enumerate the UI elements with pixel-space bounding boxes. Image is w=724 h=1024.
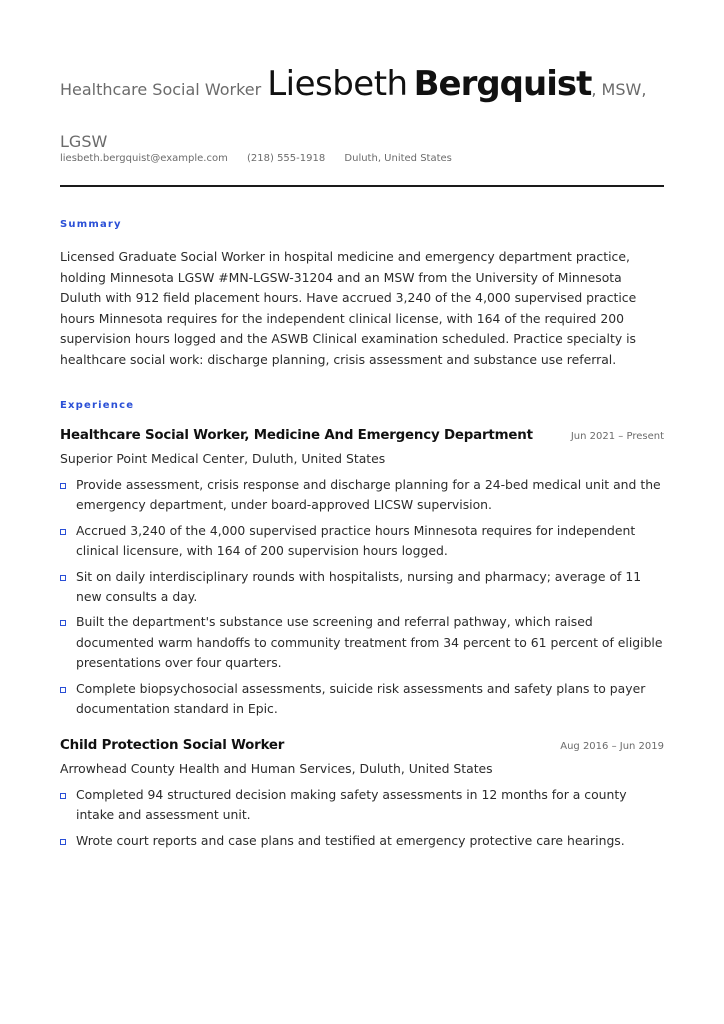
bullet-item bbox=[60, 679, 664, 720]
bullet-text: Provide assessment, crisis response and discharge planning for a 24-bed medical unit and the emergency department, under board-approved LICSW supervision. bbox=[76, 477, 661, 513]
credentials: , MSW, LGSW bbox=[60, 80, 647, 151]
square-bullet-icon bbox=[60, 620, 66, 626]
job-dates: Jun 2021 – Present bbox=[570, 431, 664, 442]
bullet-item bbox=[60, 475, 664, 516]
square-bullet-icon bbox=[60, 483, 66, 489]
job-bullets bbox=[60, 475, 664, 719]
square-bullet-icon bbox=[60, 793, 66, 799]
section-heading-experience: Experience bbox=[60, 400, 135, 411]
job-header bbox=[60, 428, 664, 448]
bullet-text: Complete biopsychosocial assessments, suicide risk assessments and safety plans to payer documentation standard in Epic. bbox=[76, 680, 646, 717]
bullet-text: Wrote court reports and case plans and testified at emergency protective care hearings. bbox=[76, 832, 625, 848]
bullet-text: Accrued 3,240 of the 4,000 supervised practice hours Minnesota requires for independent clinical licensure, with 164 of 200 supervision hours logged. bbox=[76, 522, 636, 559]
resume-header bbox=[60, 58, 664, 168]
square-bullet-icon bbox=[60, 687, 66, 693]
bullet-text: Built the department's substance use screening and referral pathway, which raised documented warm handoffs to community treatment from 34 percent to 61 percent of eligible presentations over four quarters. bbox=[76, 614, 663, 671]
contact-line bbox=[60, 153, 468, 164]
contact-location: Duluth, United States bbox=[344, 153, 452, 164]
job-organization: Superior Point Medical Center, Duluth, United States bbox=[60, 451, 386, 466]
bullet-item bbox=[60, 567, 664, 608]
job-bullets bbox=[60, 785, 664, 851]
header-divider bbox=[60, 185, 664, 187]
bullet-item bbox=[60, 612, 664, 673]
job-entry bbox=[60, 738, 664, 856]
name-line bbox=[60, 58, 664, 168]
job-title: Child Protection Social Worker bbox=[60, 738, 285, 753]
bullet-item bbox=[60, 785, 664, 826]
job-dates: Aug 2016 – Jun 2019 bbox=[560, 741, 664, 752]
square-bullet-icon bbox=[60, 529, 66, 535]
job-title: Healthcare Social Worker, Medicine And Emergency Department bbox=[60, 428, 533, 443]
job-organization: Arrowhead County Health and Human Services, Duluth, United States bbox=[60, 761, 493, 776]
first-name: Liesbeth bbox=[267, 64, 408, 104]
last-name: Bergquist bbox=[413, 64, 592, 104]
job-entry bbox=[60, 428, 664, 724]
square-bullet-icon bbox=[60, 839, 66, 845]
square-bullet-icon bbox=[60, 575, 66, 581]
job-header bbox=[60, 738, 664, 758]
bullet-text: Sit on daily interdisciplinary rounds with hospitalists, nursing and pharmacy; average of 11 new consults a day. bbox=[76, 568, 642, 605]
section-heading-summary: Summary bbox=[60, 219, 122, 230]
bullet-text: Completed 94 structured decision making safety assessments in 12 months for a county intake and assessment unit. bbox=[76, 787, 627, 823]
summary-paragraph: Licensed Graduate Social Worker in hospital medicine and emergency department practice, holding Minnesota LGSW #MN-LGSW-31204 and an MSW from the University of Minnesota Duluth with 912 field placement hours. Have accrued 3,240 of the 4,000 supervised practice hours Minnesota requires for the independent clinical license, with 164 of the required 200 supervision hours logged and the ASWB Clinical examination scheduled. Practice specialty is healthcare social work: discharge planning, crisis assessment and substance use referral. bbox=[60, 249, 637, 367]
bullet-item bbox=[60, 521, 664, 562]
job-role: Healthcare Social Worker bbox=[60, 80, 262, 99]
contact-email: liesbeth.bergquist@example.com bbox=[60, 153, 228, 164]
contact-phone: (218) 555-1918 bbox=[247, 153, 326, 164]
bullet-item bbox=[60, 831, 664, 851]
